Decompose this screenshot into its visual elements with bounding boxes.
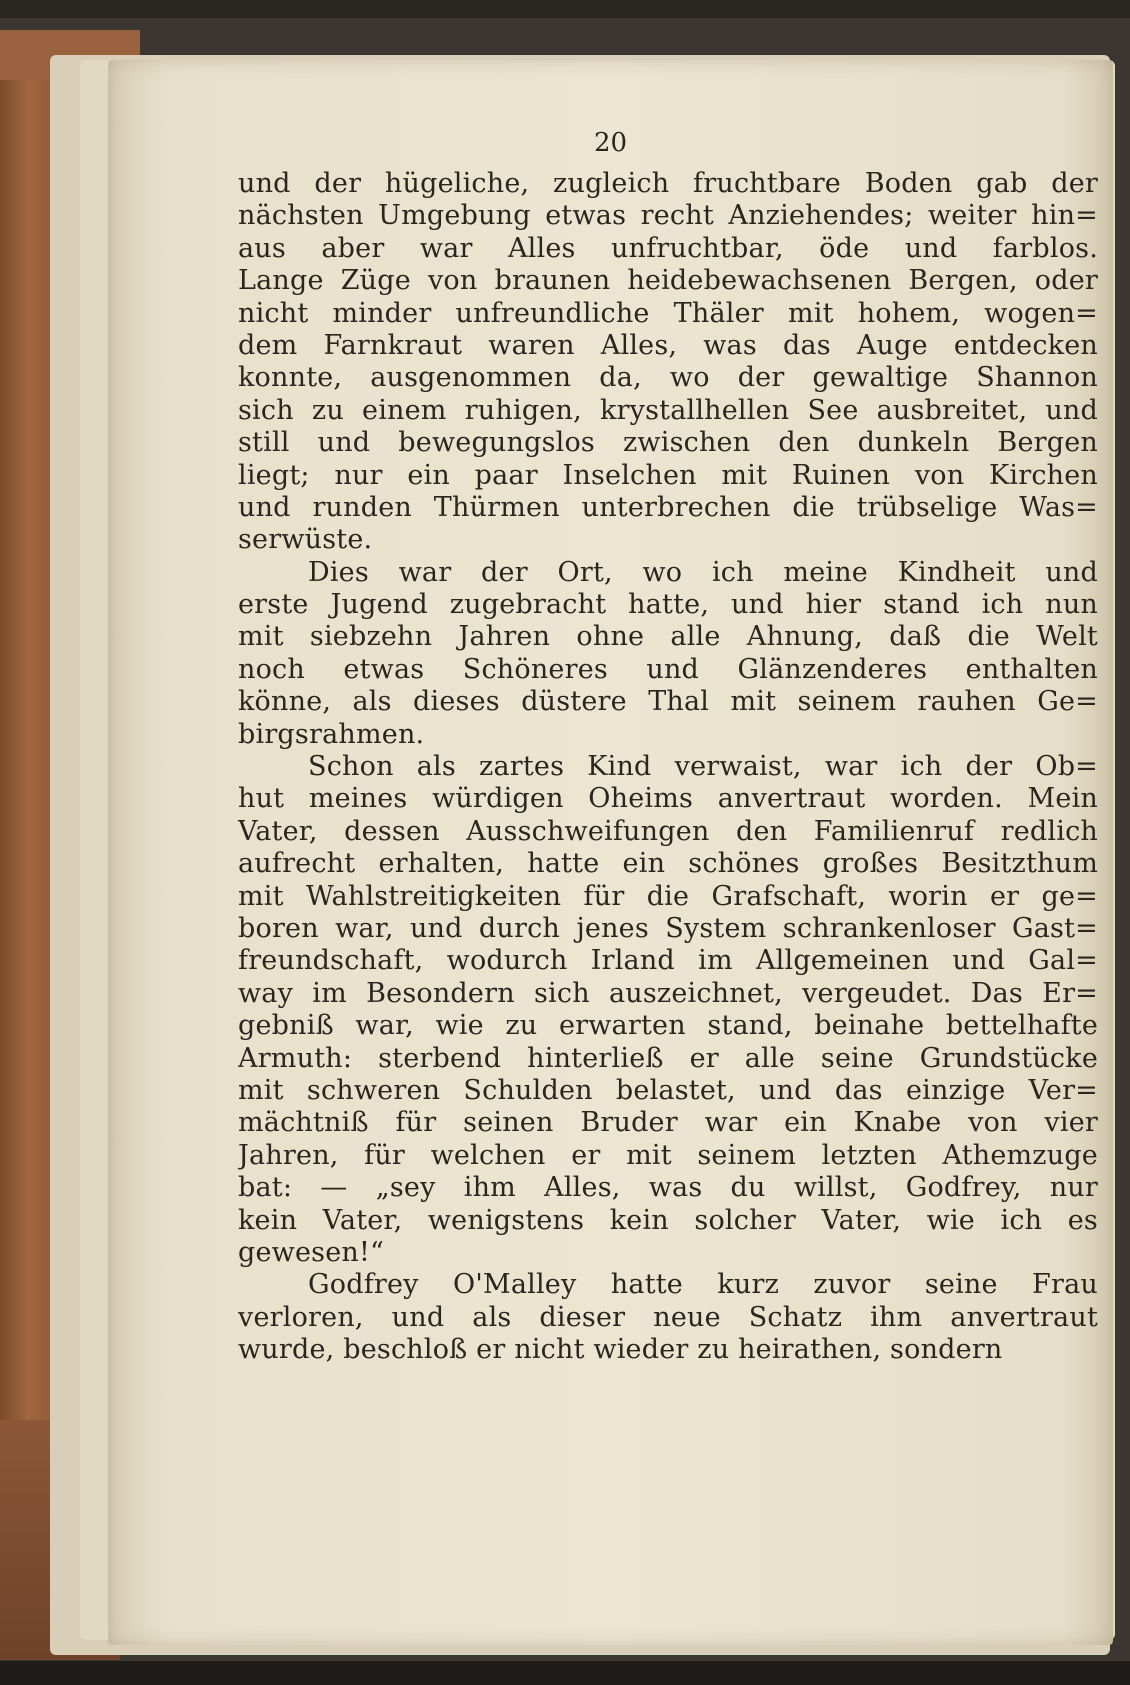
text-line: und runden Thürmen unterbrechen die trübselige Was=: [238, 491, 1098, 523]
text-line: mit Wahlstreitigkeiten für die Grafschaft, worin er ge=: [238, 880, 1098, 912]
book-page: [108, 60, 1113, 1645]
text-line: aufrecht erhalten, hatte ein schönes großes Besitzthum: [238, 848, 1098, 880]
text-line: kein Vater, wenigstens kein solcher Vater, wie ich es: [238, 1204, 1098, 1236]
text-line: Godfrey O'Malley hatte kurz zuvor seine Frau: [308, 1269, 1098, 1301]
text-line: konnte, ausgenommen da, wo der gewaltige Shannon: [238, 362, 1098, 394]
text-line: nächsten Umgebung etwas recht Anziehendes; weiter hin=: [238, 200, 1098, 232]
text-line: gebniß war, wie zu erwarten stand, beinahe bettelhafte: [238, 1010, 1098, 1042]
text-line: mächtniß für seinen Bruder war ein Knabe von vier: [238, 1107, 1098, 1139]
text-line: mit schweren Schulden belastet, und das einzige Ver=: [238, 1074, 1098, 1106]
text-line: Schon als zartes Kind verwaist, war ich der Ob=: [308, 751, 1098, 783]
text-line: könne, als dieses düstere Thal mit seinem rauhen Ge=: [238, 686, 1098, 718]
text-line: way im Besondern sich auszeichnet, vergeudet. Das Er=: [238, 977, 1098, 1009]
text-line: erste Jugend zugebracht hatte, und hier stand ich nun: [238, 589, 1098, 621]
text-line: gewesen!“: [238, 1236, 385, 1268]
book-bottom-edge: [0, 1661, 1130, 1685]
page-text: [238, 168, 1098, 1366]
paragraph: [238, 168, 1098, 557]
text-line: und der hügeliche, zugleich fruchtbare Boden gab der: [238, 168, 1098, 199]
text-line: sich zu einem ruhigen, krystallhellen See ausbreitet, und: [238, 394, 1098, 426]
text-line: Armuth: sterbend hinterließ er alle seine Grundstücke: [238, 1042, 1098, 1074]
text-line: freundschaft, wodurch Irland im Allgemeinen und Gal=: [238, 945, 1098, 977]
text-line: serwüste.: [238, 524, 373, 556]
page-number: 20: [593, 128, 628, 158]
text-line: hut meines würdigen Oheims anvertraut worden. Mein: [238, 783, 1098, 815]
text-line: Jahren, für welchen er mit seinem letzten Athemzuge: [238, 1139, 1098, 1171]
text-line: liegt; nur ein paar Inselchen mit Ruinen von Kirchen: [238, 459, 1098, 491]
text-line: mit siebzehn Jahren ohne alle Ahnung, daß die Welt: [238, 621, 1098, 653]
text-line: aus aber war Alles unfruchtbar, öde und farblos.: [238, 232, 1098, 264]
text-line: birgsrahmen.: [238, 718, 425, 750]
paragraph: [238, 1269, 1098, 1366]
text-line: verloren, und als dieser neue Schatz ihm anvertraut: [238, 1301, 1098, 1333]
text-line: nicht minder unfreundliche Thäler mit hohem, wogen=: [238, 297, 1098, 329]
text-line: still und bewegungslos zwischen den dunkeln Bergen: [238, 427, 1098, 459]
text-line: Dies war der Ort, wo ich meine Kindheit und: [308, 556, 1098, 588]
text-line: wurde, beschloß er nicht wieder zu heirathen, sondern: [238, 1334, 1003, 1366]
text-line: Vater, dessen Ausschweifungen den Familienruf redlich: [238, 815, 1098, 847]
text-line: bat: — „sey ihm Alles, was du willst, Godfrey, nur: [238, 1172, 1098, 1204]
text-line: dem Farnkraut waren Alles, was das Auge entdecken: [238, 329, 1098, 361]
text-line: noch etwas Schöneres und Glänzenderes enthalten: [238, 653, 1098, 685]
paragraph: [238, 557, 1098, 751]
text-line: Lange Züge von braunen heidebewachsenen Bergen, oder: [238, 265, 1098, 297]
text-line: boren war, und durch jenes System schrankenloser Gast=: [238, 912, 1098, 944]
paragraph: [238, 751, 1098, 1269]
